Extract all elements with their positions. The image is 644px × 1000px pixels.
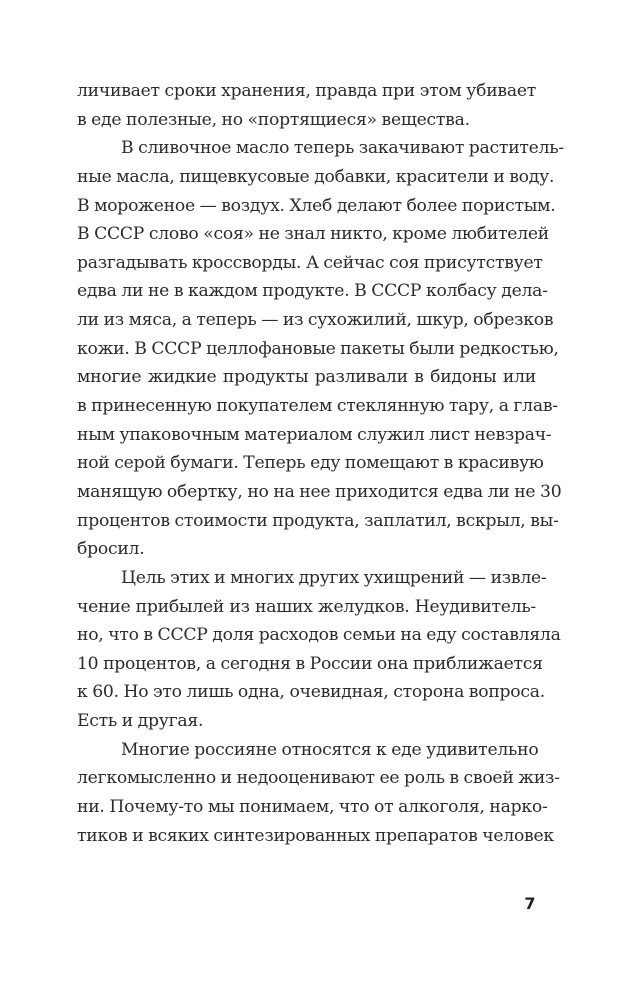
text-line: едва ли не в каждом продукте. В СССР колбасу дела- [77,281,548,302]
text-line: многие жидкие продукты разливали в бидоны или [77,367,536,388]
text-line: манящую обертку, но на нее приходится едва ли не 30 [77,481,562,502]
text-line: к 60. Но это лишь одна, очевидная, сторона вопроса. [77,682,545,703]
body-text [77,77,564,850]
text-line: ли из мяса, а теперь — из сухожилий, шкур, обрезков [77,310,554,331]
text-line: бросил. [77,539,145,560]
text-line: в принесенную покупателем стеклянную тару, а глав- [77,396,558,417]
text-line: процентов стоимости продукта, заплатил, вскрыл, вы- [77,510,559,531]
paragraph-start-line: Многие россияне относятся к еде удивительно [121,739,539,760]
text-line: ной серой бумаги. Теперь еду помещают в красивую [77,453,544,474]
text-line: кожи. В СССР целлофановые пакеты были редкостью, [77,338,559,359]
text-line: Есть и другая. [77,711,204,732]
text-line: 10 процентов, а сегодня в России она приближается [77,653,543,674]
text-line: В мороженое — воздух. Хлеб делают более пористым. [77,195,556,216]
text-line: но, что в СССР доля расходов семьи на еду составляла [77,625,561,646]
text-line: ным упаковочным материалом служил лист невзрач- [77,424,552,445]
text-line: в еде полезные, но «портящиеся» вещества. [77,109,470,130]
paragraph-start-line: Цель этих и многих других ухищрений — извле- [121,567,547,588]
page-number: 7 [524,894,536,913]
text-line: тиков и всяких синтезированных препаратов человек [77,825,554,846]
text-line: легкомысленно и недооценивают ее роль в своей жиз- [77,768,560,789]
paragraph-start-line: В сливочное масло теперь закачивают раститель- [121,138,564,159]
text-line: В СССР слово «соя» не знал никто, кроме любителей [77,224,550,245]
text-line: личивает сроки хранения, правда при этом убивает [77,81,537,101]
text-line: разгадывать кроссворды. А сейчас соя присутствует [77,252,543,273]
text-line: ные масла, пищевкусовые добавки, красители и воду. [77,166,555,187]
text-line: чение прибылей из наших желудков. Неудивитель- [77,596,536,617]
text-line: ни. Почему-то мы понимаем, что от алкоголя, нарко- [77,797,548,818]
